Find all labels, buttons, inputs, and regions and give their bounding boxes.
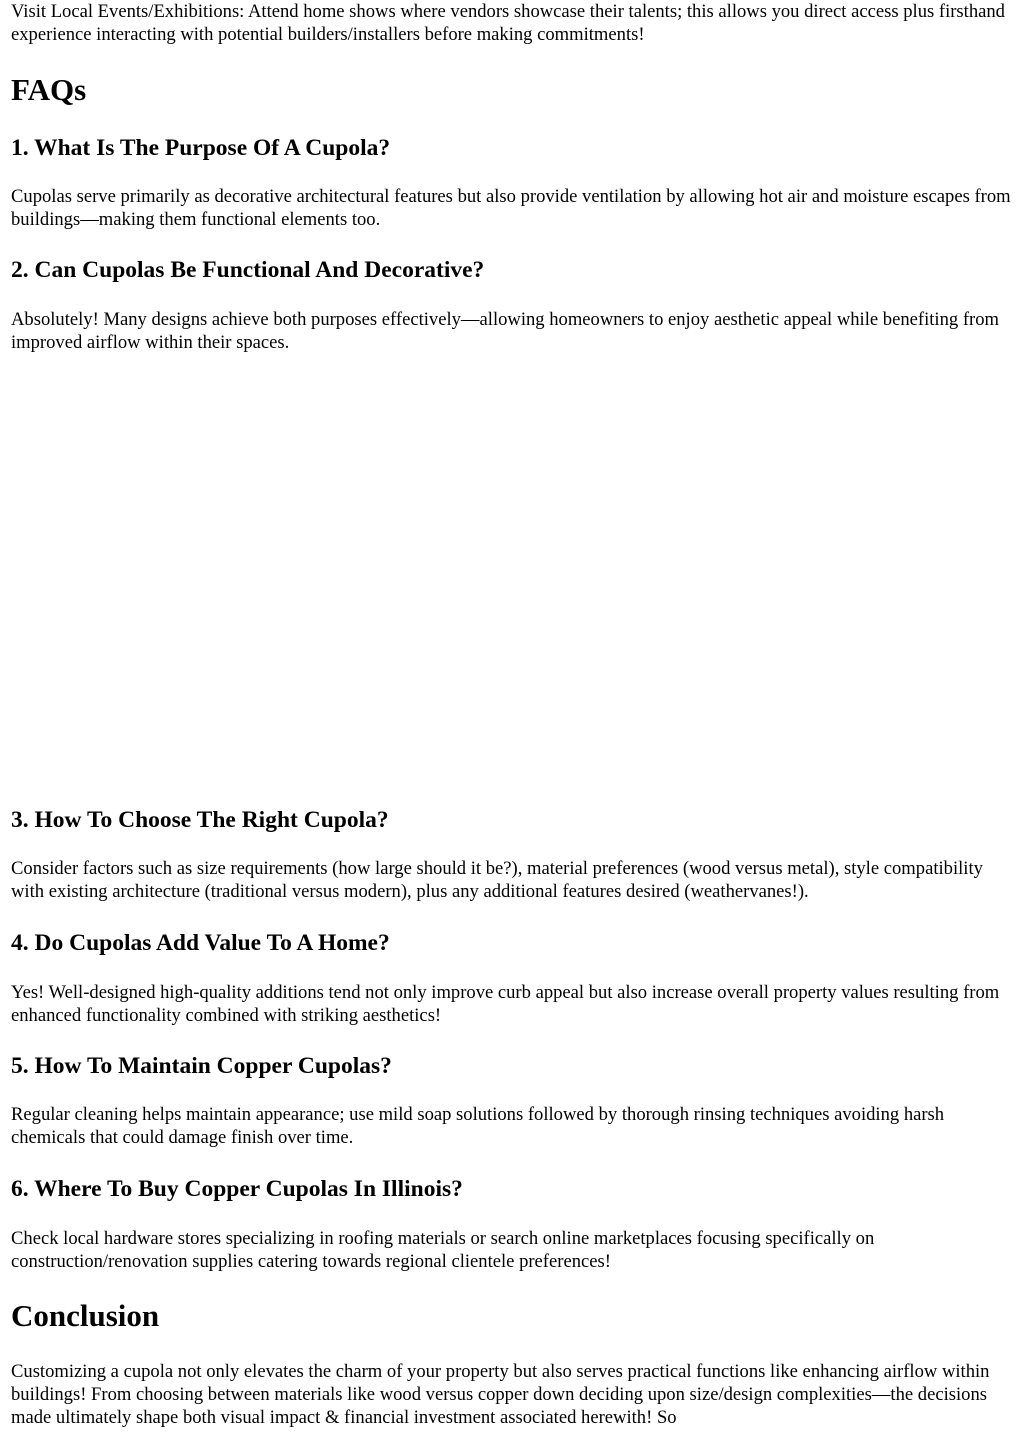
faq-answer-2: Absolutely! Many designs achieve both purposes effectively—allowing homeowners to enjoy aesthetic appeal while benefiting from improved airflow within their spaces.	[11, 309, 999, 353]
faq-question-1: 1. What Is The Purpose Of A Cupola?	[11, 135, 391, 161]
faq-question-2: 2. Can Cupolas Be Functional And Decorative?	[11, 257, 485, 283]
faqs-heading: FAQs	[11, 72, 87, 107]
intro-paragraph: Visit Local Events/Exhibitions: Attend home shows where vendors showcase their talents; this allows you direct access plus firsthand experience interacting with potential builders/installers before making commitments!	[11, 1, 1005, 45]
faq-answer-1: Cupolas serve primarily as decorative architectural features but also provide ventilation by allowing hot air and moisture escapes from buildings—making them functional elements too.	[11, 186, 1011, 230]
conclusion-heading: Conclusion	[11, 1298, 160, 1333]
faq-answer-5: Regular cleaning helps maintain appearance; use mild soap solutions followed by thorough rinsing techniques avoiding harsh chemicals that could damage finish over time.	[11, 1104, 945, 1148]
faq-answer-4: Yes! Well-designed high-quality additions tend not only improve curb appeal but also increase overall property values resulting from enhanced functionality combined with striking aesthetics!	[11, 982, 1000, 1026]
faq-answer-3: Consider factors such as size requirements (how large should it be?), material preferences (wood versus metal), style compatibility with existing architecture (traditional versus modern), plus any additional features desired (weathervanes!).	[11, 858, 983, 902]
faq-question-3: 3. How To Choose The Right Cupola?	[11, 807, 389, 833]
faq-question-6: 6. Where To Buy Copper Cupolas In Illinois?	[11, 1176, 463, 1202]
conclusion-paragraph: Customizing a cupola not only elevates the charm of your property but also serves practical functions like enhancing airflow within buildings! From choosing between materials like wood versus copper down deciding upon size/design complexities—the decisions made ultimately shape both visual impact & financial investment associated herewith! So	[11, 1361, 990, 1428]
faq-question-5: 5. How To Maintain Copper Cupolas?	[11, 1053, 392, 1079]
faq-answer-6: Check local hardware stores specializing in roofing materials or search online marketplaces focusing specifically on construction/renovation supplies catering towards regional clientele preferences!	[11, 1228, 875, 1272]
faq-question-4: 4. Do Cupolas Add Value To A Home?	[11, 930, 390, 956]
